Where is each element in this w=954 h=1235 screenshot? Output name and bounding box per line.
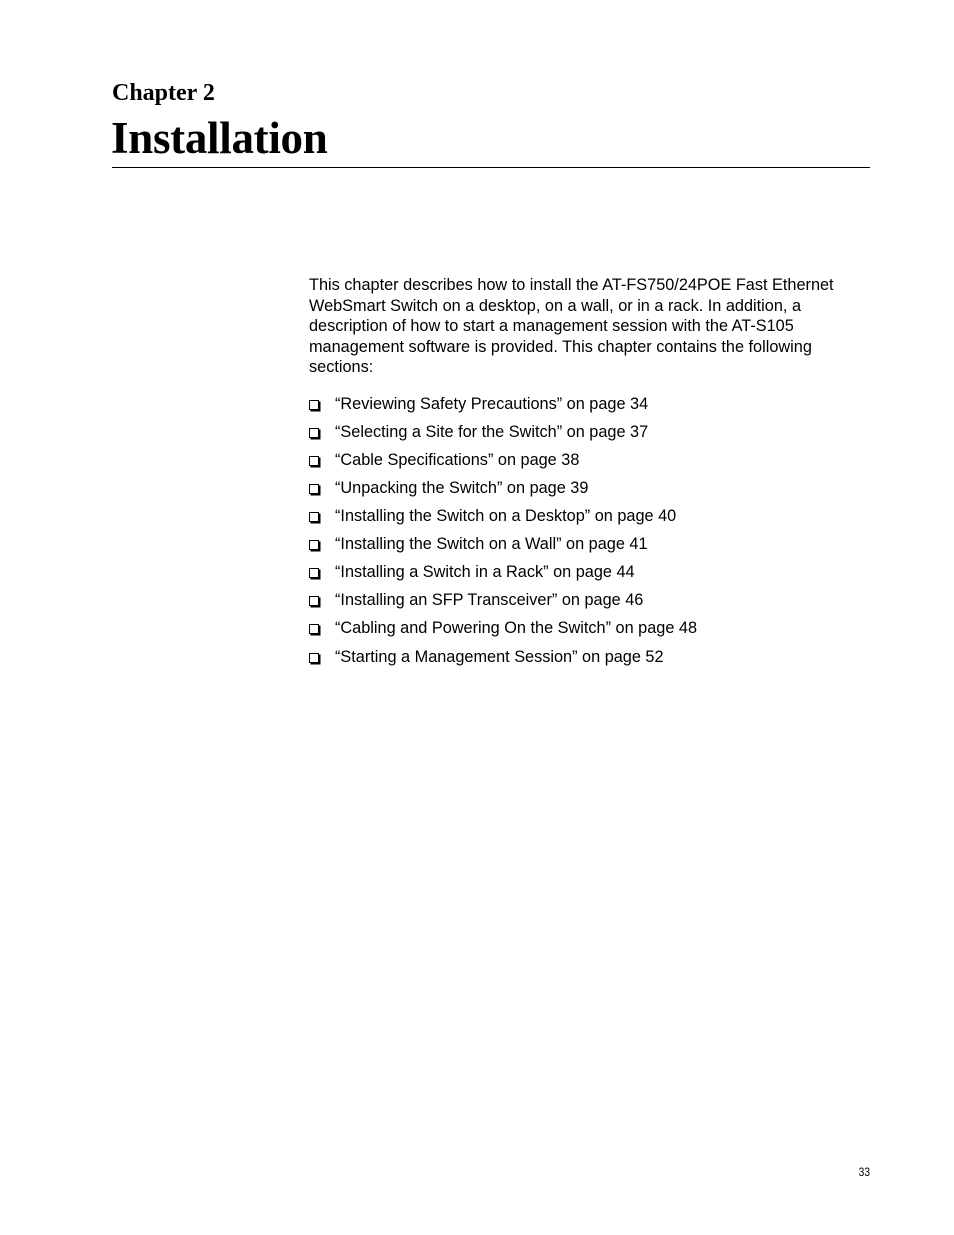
title-divider <box>112 167 870 168</box>
checkbox-bullet-icon <box>309 596 319 606</box>
section-link-text[interactable]: “Unpacking the Switch” on page 39 <box>335 479 589 497</box>
intro-line: sections: <box>309 358 374 376</box>
section-link-text[interactable]: “Selecting a Site for the Switch” on page 37 <box>335 423 649 441</box>
section-link-text[interactable]: “Installing an SFP Transceiver” on page 46 <box>335 591 644 609</box>
intro-line: WebSmart Switch on a desktop, on a wall, or in a rack. In addition, a <box>309 296 802 315</box>
checkbox-bullet-icon <box>309 484 319 494</box>
intro-line: This chapter describes how to install the AT-FS750/24POE Fast Ethernet <box>309 276 834 294</box>
section-list-item[interactable] <box>309 450 697 478</box>
section-link-text[interactable]: “Cable Specifications” on page 38 <box>335 451 580 469</box>
checkbox-bullet-icon <box>309 400 319 410</box>
chapter-label: Chapter 2 <box>112 80 215 106</box>
section-list-item[interactable] <box>309 590 697 618</box>
section-list-item[interactable] <box>309 394 697 422</box>
section-list-item[interactable] <box>309 647 697 675</box>
checkbox-bullet-icon <box>309 428 319 438</box>
checkbox-bullet-icon <box>309 624 319 634</box>
chapter-title: Installation <box>111 113 328 163</box>
section-list-item[interactable] <box>309 534 697 562</box>
checkbox-bullet-icon <box>309 456 319 466</box>
checkbox-bullet-icon <box>309 512 319 522</box>
section-list-item[interactable] <box>309 618 697 646</box>
section-link-text[interactable]: “Reviewing Safety Precautions” on page 34 <box>335 395 649 413</box>
section-link-text[interactable]: “Installing the Switch on a Desktop” on page 40 <box>335 507 677 525</box>
checkbox-bullet-icon <box>309 568 319 578</box>
section-list-item[interactable] <box>309 478 697 506</box>
checkbox-bullet-icon <box>309 653 319 663</box>
intro-paragraph <box>309 275 879 378</box>
section-list-item[interactable] <box>309 506 697 534</box>
section-list-item[interactable] <box>309 562 697 590</box>
checkbox-bullet-icon <box>309 540 319 550</box>
section-link-text[interactable]: “Starting a Management Session” on page 52 <box>335 648 664 666</box>
intro-line: description of how to start a management session with the AT-S105 <box>309 317 794 335</box>
section-link-text[interactable]: “Installing a Switch in a Rack” on page 44 <box>335 563 635 581</box>
section-list <box>309 394 697 675</box>
page-number: 33 <box>858 1165 870 1179</box>
section-link-text[interactable]: “Cabling and Powering On the Switch” on page 48 <box>335 619 698 637</box>
section-link-text[interactable]: “Installing the Switch on a Wall” on page 41 <box>335 535 648 553</box>
section-list-item[interactable] <box>309 422 697 450</box>
intro-line: management software is provided. This chapter contains the following <box>309 337 812 356</box>
